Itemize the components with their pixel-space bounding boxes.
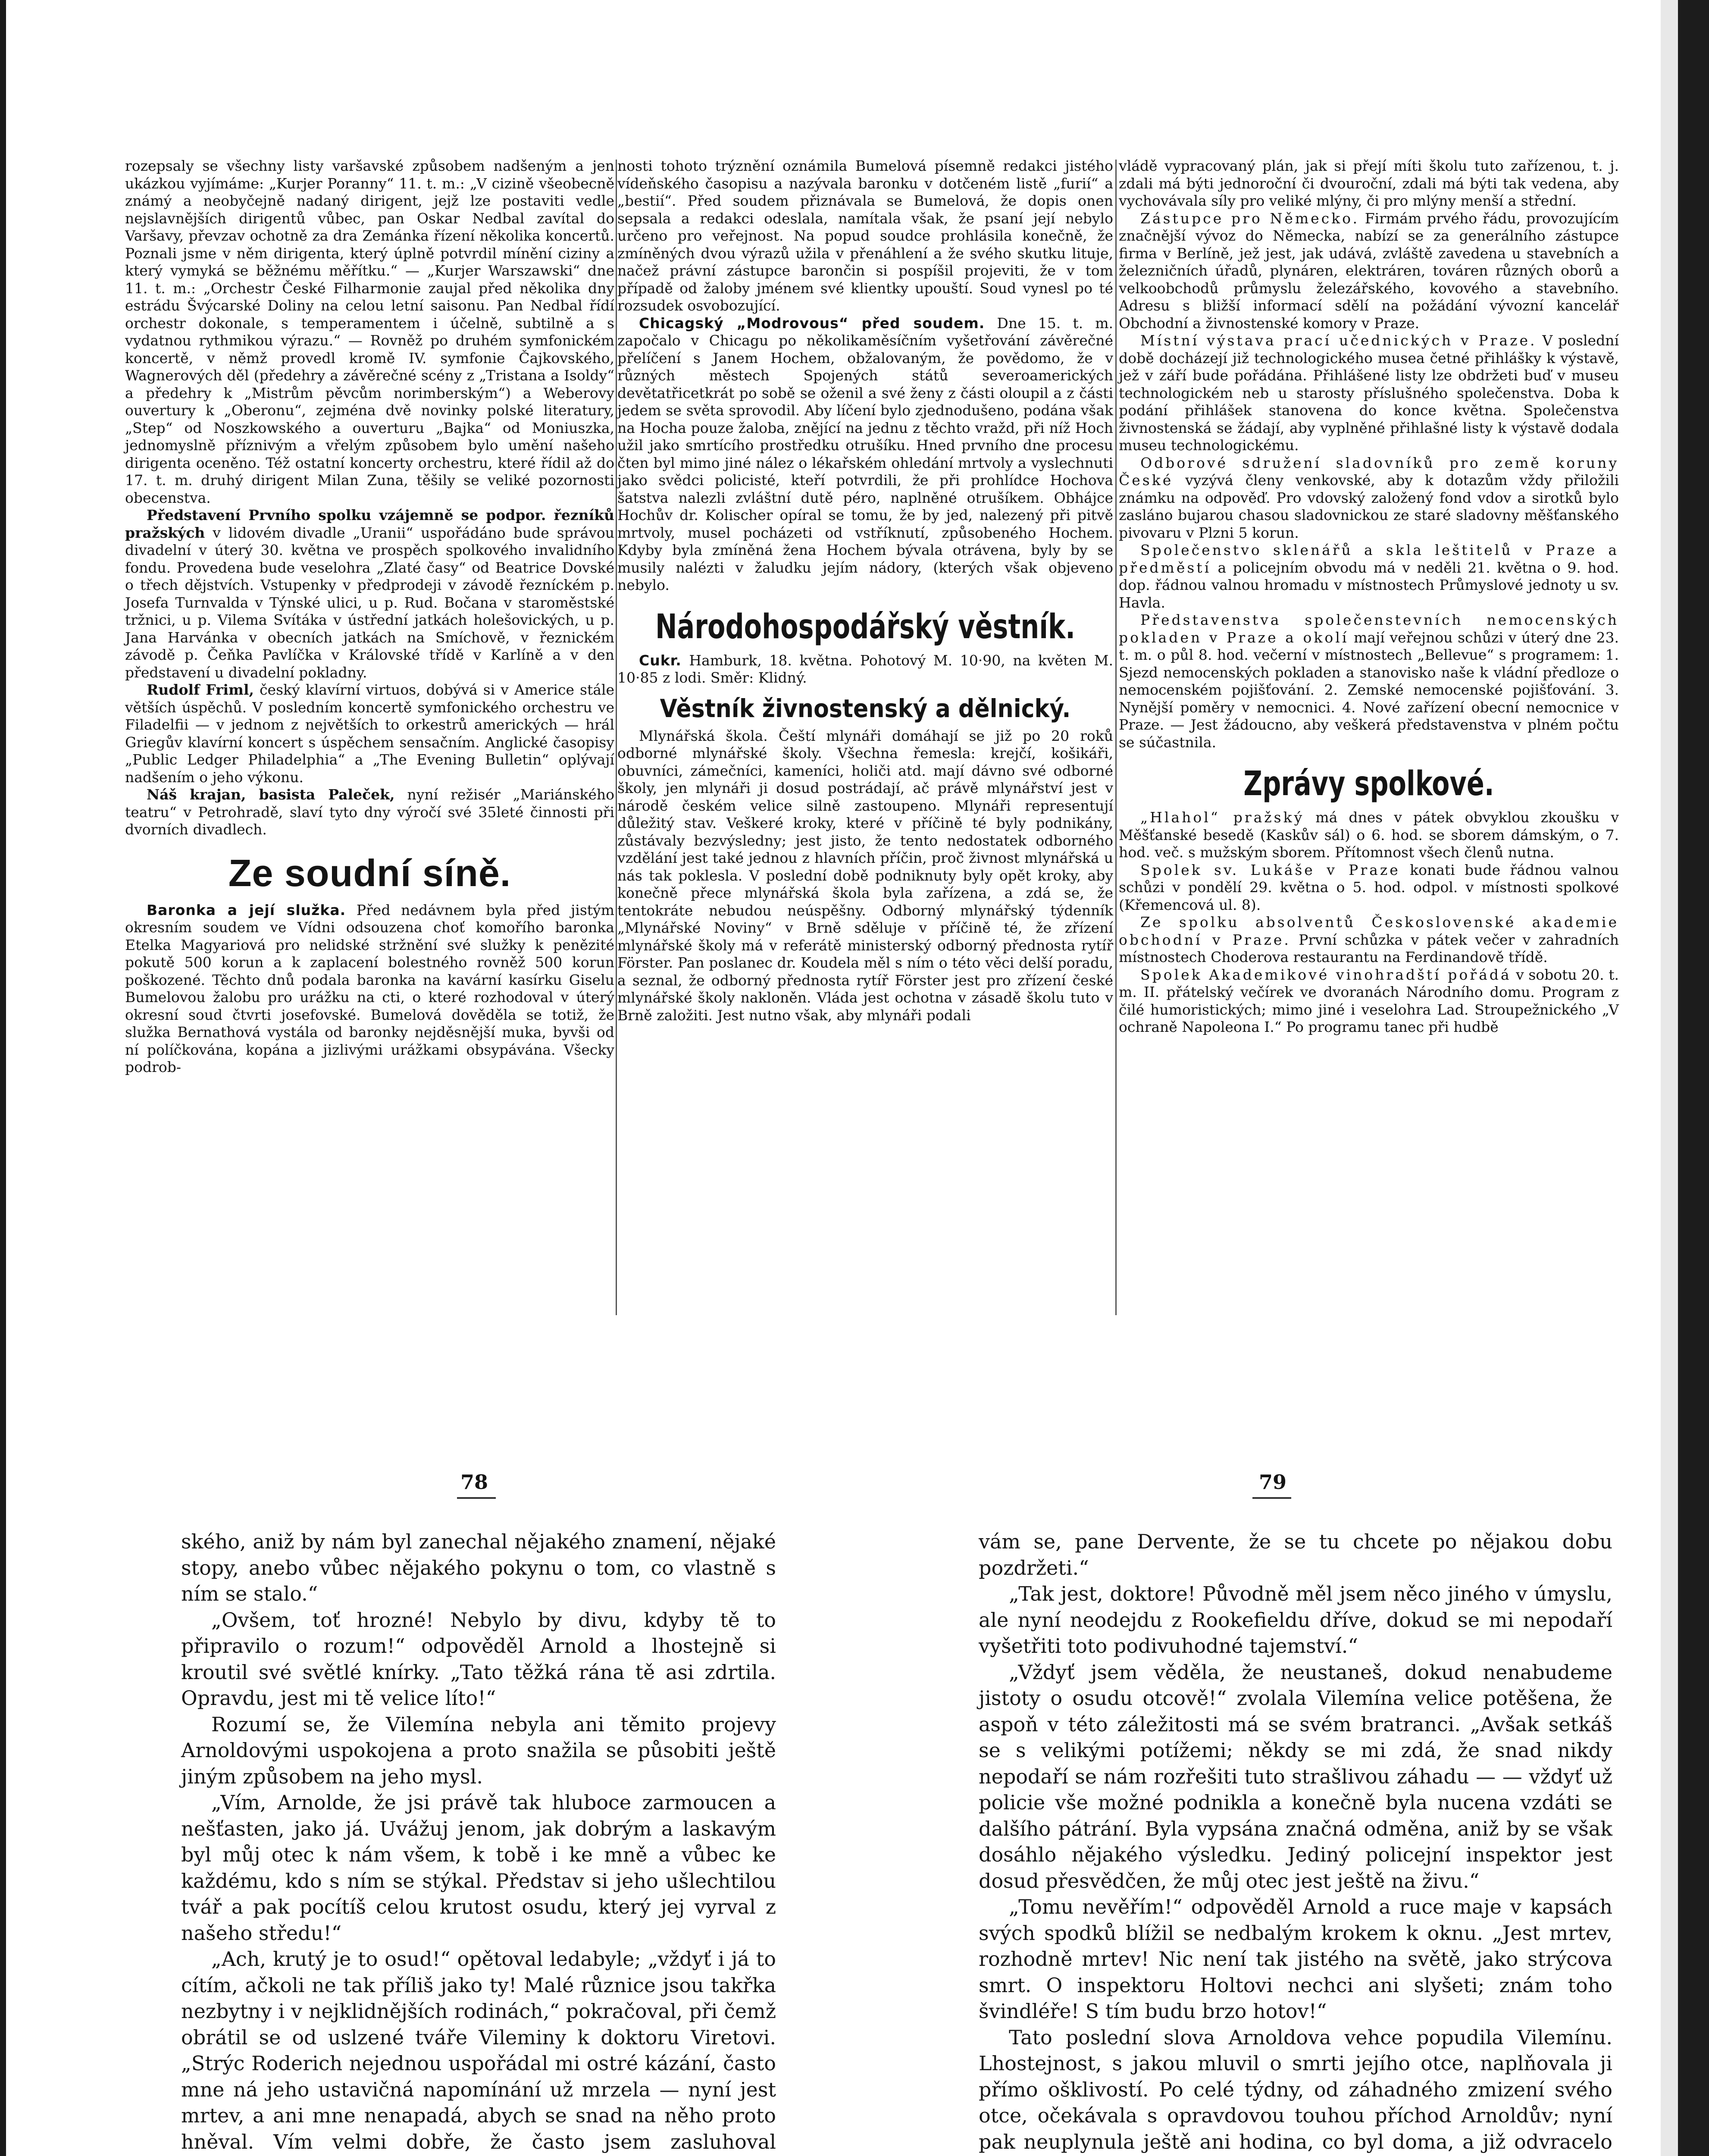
article-vinohrady-academics: Spolek Akademikové vinohradští pořádá v sobotu 20. t. m. II. přátelský večírek ve dvoranách Národního domu. Program z čilé humoristických; mimo jiné i veselohra Lad. Stroupežnického „V ochraně Napoleona I.“ Po programu tanec při hudbě [1119, 966, 1619, 1035]
article-warsaw-press: rozepsaly se všechny listy varšavské způsobem nadšeným a jen ukázkou vyjímáme: „Kurjer Poranny“ 11. t. m.: „V cizině všeobecně známý a neobyčejně nadaný dirigent, jejž lze postaviti vedle nejslavnějších dirigentů vůbec, pan Oskar Nedbal zavítal do Varšavy, převzav ochotně za dra Zemánka řízení několika koncertů. Poznali jsme v něm dirigenta, který úplně potvrdil mínění ciziny a který vymyká se běžnému měřítku.“ — „Kurjer Warszawski“ dne 11. t. m.: „Orchestr České Filharmonie zaujal před několika dny estrádu Švýcarské Doliny na celou letní saisonu. Pan Nedbal řídí orchestr dokonale, s temperamentem i účelně, subtilně a s vydatnou rythmikou výrazu.“ — Rovněž po druhém symfonickém koncertě, v němž provedl kromě IV. symfonie Čajkovského, Wagnerových děl (předehry a závěrečné scény z „Tristana a Isoldy“ a předehry k „Mistrům pěvcům norimberským“) a Weberovy ouvertury k „Oberonu“, zejména dvě novinky polské literatury, „Step“ od Noszkowského a ouverturu „Bajka“ od Moniuszka, jednomyslně příznivým a vřelým způsobem bylo umění našeho dirigenta oceněno. Též ostatní koncerty orchestru, které řídil až do 17. t. m. druhý dirigent Milan Zuna, těšily se veliké pozornosti obecenstva. [125, 157, 614, 506]
section-heading-trade: Věstník živnostenský a dělnický. [660, 693, 1071, 723]
column-3 [1119, 157, 1619, 1036]
article-maltsters-union: Odborové sdružení sladovníků pro země koruny České vyzývá členy venkovské, aby k dotazům vždy přiložili známku na odpověď. Pro vdovský založený fond vdov a sirotků bylo zasláno bujarou chasou sladovnickou ze staré sladovny měšťanského pivovaru v Plzni 5 korun. [1119, 454, 1619, 541]
article-academy-graduates: Ze spolku absolventů Československé akademie obchodní v Praze. První schůzka v pátek večer v zahradních místnostech Choderova restaurantu na Ferdinandově třídě. [1119, 914, 1619, 965]
column-1 [125, 157, 614, 1076]
page-number-right: 79 [1259, 1470, 1287, 1494]
novel-paragraph: ského, aniž by nám byl zanechal nějakého znamení, nějaké stopy, anebo vůbec nějakého pokynu o tom, co vlastně s ním se stalo.“ [181, 1530, 776, 1605]
section-heading-societies: Zprávy spolkové. [1243, 765, 1494, 803]
article-sick-funds: Představenstva společenstevních nemocenských pokladen v Praze a okolí mají veřejnou schůzi v úterý dne 23. t. m. o půl 8. hod. večerní v místnostech „Bellevue“ s programem: 1. Sjezd nemocenských pokladen a stanovisko naše k vládní předloze o nemocenském pojišťování. 2. Zemské nemocenské pojišťování. 3. Nynější poměry v nemocnici. 4. Nové zařízení obecní nemocnice v Praze. — Jest žádoucno, aby veškerá představenstva v plném počtu se súčastnila. [1119, 611, 1619, 751]
article-germany-agent: Zástupce pro Německo. Firmám prvého řádu, provozujícím značnější vývoz do Německa, nabízí se za generálního zástupce firma v Berlíně, jež jest, jak udává, zvláště zavedena u stavebních a železničních úřadů, plynáren, elektráren, továren různých oborů a velkoobchodů průmyslu železářského, kovového a stavebního. Adresu s bližší informací sdělí na požádání vývozní kancelář Obchodní a živnostenské komory v Praze. [1119, 210, 1619, 332]
novel-paragraph: vám se, pane Dervente, že se tu chcete po nějakou dobu pozdržeti.“ [979, 1530, 1612, 1579]
novel-paragraph: „Tak jest, doktore! Původně měl jsem něco jiného v úmyslu, ale nyní neodejdu z Rookefieldu dříve, dokud se mi nepodaří vyšetřiti toto podivuhodné tajemství.“ [979, 1582, 1612, 1658]
article-chicago-bluebeard: Chicagský „Modrovous“ před soudem. Dne 15. t. m. započalo v Chicagu po několikaměsíčním vyšetřování závěrečné přelíčení s Janem Hochem, obžalovaným, že povědomo, že v různých městech Spojených států severoamerických devětatřicetkrát po sobě se oženil a své ženy z části oloupil a z části jedem se světa sprovodil. Aby líčení bylo zjednodušeno, podána však na Hocha pouze žaloba, znějící na jednu z těchto vražd, při níž Hoch užil jako smrtícího prostředku otrušíku. Hned prvního dne procesu čten byl mimo jiné nález o lékařském ohledání mrtvoly a vyslechnuti jako svědci policisté, kteří potvrdili, že při prohlídce Hochova šatstva nalezli zvláštní dutě péro, naplněné otrušíkem. Obhájce Hochův dr. Kolischer opíral se tomu, že by jed, nalezený při pitvě mrtvoly, musel pocházeti od vstříknutí, způsobeného Hochem. Kdyby byla zmíněná žena Hochem bývala otrávena, byly by se musily nalézti v žaludku jejím nádory, (kterých však objeveno nebylo. [617, 314, 1113, 593]
article-baroness-continued: nosti tohoto trýznění oznámila Bumelová písemně redakci jistého vídeňského časopisu a nazývala baronku v dotčeném listě „furií“ a „bestií“. Před soudem přiznávala se Bumelová, že dopis onen sepsala a redakci odeslala, namítala však, že psaní její nebylo určeno pro veřejnost. Na popud soudce prohlásila konečně, že zmíněných dvou výrazů užila v přenáhlení a že svého skutku lituje, načež právní zástupce barončin si pospíšil projeviti, že v tom případě od žaloby jménem své klientky upouští. Soud vynesl po té rozsudek osvobozující. [617, 157, 1113, 314]
article-glaziers-guild: Společenstvo sklenářů a skla leštitelů v Praze a předměstí a policejním obvodu má v neděli 21. května o 9. hod. dop. řádnou valnou hromadu v místnostech Průmyslové jednoty u sv. Havla. [1119, 542, 1619, 611]
page-number-right-underline [1252, 1497, 1291, 1499]
article-butchers-performance: Představení Prvního spolku vzájemně se podpor. řezníků pražských v lidovém divadle „Uranii“ uspořádáno bude správou divadelní v úterý 30. května ve prospěch spolkového invalidního fondu. Provedena bude veselohra „Zlaté časy“ od Beatrice Dovské o třech dějstvích. Vstupenky v předprodeji v závodě řezníckém p. Josefa Turnvalda v Týnské ulici, u p. Rud. Bočana v staroměstské tržnici, u p. Vilema Svítáka v ústřední jatkách holešovických, u p. Jana Harvánka v obecních jatkách na Smíchově, v řeznickém závodě p. Čeňka Pavlíčka v Královské třídě v Karlíně a v den představení u divadelní pokladny. [125, 507, 614, 681]
page-number-left-underline [457, 1497, 496, 1499]
scan-edge-left [0, 0, 6, 2156]
page-number-left: 78 [460, 1470, 488, 1494]
article-baroness: Baronka a její služka. Před nedávnem byla před jistým okresním soudem ve Vídni odsouzena choť komořího baronka Etelka Magyariová pro nelidské stržnění své služky k penězité pokutě 500 korun a k zaplacení bolestného rovněž 500 korun poškozené. Těchto dnů podala baronka na kavární kasírku Giselu Bumelovou žalobu pro urážku na cti, o které rozhodoval v úterý okresní soud čtvrti josefovské. Bumelová dověděla se totiž, že služka Bernathová vystála od baronky nejděsnější muka, byvši od ní políčkována, kopána a jizlivými urážkami obsypávána. Všecky podrob- [125, 901, 614, 1075]
novel-paragraph: „Vím, Arnolde, že jsi právě tak hluboce zarmoucen a nešťasten, jako já. Uvážuj jenom, jak dobrým a laskavým byl můj otec k nám všem, k tobě i ke mně a vůbec ke každému, kdo s ním se stýkal. Představ si jeho ušlechtilou tvář a pak pocítíš celou krutost osudu, který jej vyrval z našeho středu!“ [181, 1791, 776, 1945]
article-millers-school: Mlynářská škola. Čeští mlynáři domáhají se již po 20 roků odborné mlynářské školy. Všechna řemesla: krejčí, košikáři, obuvníci, zámečníci, kameníci, holiči atd. mají dávno své odborné školy, jen mlynáři ji dosud postrádají, ač právě mlynářství jest v národě českém velice silně zastoupeno. Mlynáři representují důležitý stav. Veškeré kroky, které v příčině té byly podnikány, zůstávaly bezvýsledny; jest jisto, že tento nedostatek odborného vzdělání jest také jednou z hlavních příčin, proč živnost mlynářská u nás tak poklesla. V poslední době podniknuty byly opět kroky, aby konečně přece mlynářská škola byla zařízena, a zdá se, že tentokráte nebudou neúspěšny. Odborný mlynářský týdenník „Mlynářské Noviny“ v Brně sděluje v příčině té, že zřízení mlynářské školy má v referátě ministerský odborný přednosta rytíř Förster. Pan poslanec dr. Koudela měl s ním o této věci delší poradu, a seznal, že odborný přednosta rytíř Förster jest pro zřízení české mlynářské školy nakloněn. Vláda jest ochotna v zásadě školu tuto v Brně založiti. Jest nutno však, aby mlynáři podali [617, 727, 1113, 1024]
novel-paragraph: „Tomu nevěřím!“ odpověděl Arnold a ruce maje v kapsách svých spodků blížil se nedbalým krokem k oknu. „Jest mrtev, rozhodně mrtev! Nic není tak jistého na světě, jako strýcova smrt. O inspektoru Holtovi nechci ani slyšeti; znám toho švindléře! S tím budu brzo hotov!“ [979, 1895, 1612, 2023]
section-heading-economy: Národohospodářský věstník. [655, 607, 1076, 646]
column-rule-2 [1115, 160, 1117, 1315]
column-2 [617, 157, 1113, 1024]
article-apprentice-exhibition: Místní výstava prací učednických v Praze. V poslední době docházejí již technologického musea četné přihlášky k výstavě, jež v září bude pořádána. Přihlášené listy lze obdržeti buď v museu technologickém neb u starosty příslušného společenstva. Doba k podání přihlášek stanovena do konce května. Společenstva živnostenská se žádají, aby vyplněné přihlašné listy k výstavě dodala museu technologickému. [1119, 332, 1619, 454]
article-st-luke: Spolek sv. Lukáše v Praze konati bude řádnou valnou schůzi v pondělí 29. května o 5. hod. odpol. v místnosti spolkové (Křemencová ul. 8). [1119, 861, 1619, 913]
novel-paragraph: „Ach, krutý je to osud!“ opětoval ledabyle; „vždyť i já to cítím, ačkoli ne tak příliš jako ty! Malé různice jsou takřka nezbytny i v nejklidnějších rodinách,“ pokračoval, při čemž obrátil se od uslzené tváře Vileminy k doktoru Viretovi. „Strýc Roderich nejednou uspořádal mi ostré kázání, často mne ná jeho ustavičná napomínání už mrzela — nyní jest mrtev, a ani mne nenapadá, abych se snad na něho proto hněval. Vím velmi dobře, že často jsem zasluhoval [181, 1947, 776, 2153]
novel-paragraph: Rozumí se, že Vilemína nebyla ani těmito projevy Arnoldovými uspokojena a proto snažila se působiti ještě jiným způsobem na jeho mysl. [181, 1712, 776, 1788]
article-millers-school-continued: vládě vypracovaný plán, jak si přejí míti školu tuto zařízenou, t. j. zdali má býti jednoroční či dvouroční, zdali má býti tak vedena, aby vychovávala síly pro veliké mlýny, či pro mlýny menší a střední. [1119, 157, 1619, 209]
column-rule-1 [616, 160, 617, 1315]
scan-edge-right [1678, 0, 1709, 2156]
article-hlahol: „Hlahol“ pražský má dnes v pátek obvyklou zkoušku v Měšťanské besedě (Kaskův sál) o 6. hod. se sborem dámským, o 7. hod. več. s mužským sborem. Přítomnost všech členů nutna. [1119, 809, 1619, 861]
section-heading-court: Ze soudní síně. [228, 851, 511, 894]
article-rudolf-friml: Rudolf Friml, český klavírní virtuos, dobývá si v Americe stále větších úspěchů. V posledním koncertě symfonického orchestru ve Filadelfii — v jednom z největších to orkestrů amerických — hrál Griegův klavírní koncert s úspěchem sensačním. Anglické časopisy „Public Ledger Philadelphia“ a „The Evening Bulletin“ oplývají nadšením o jeho výkonu. [125, 681, 615, 786]
novel-paragraph: Tato poslední slova Arnoldova vehce popudila Vilemínu. Lhostejnost, s jakou mluvil o smrti jejího otce, naplňovala ji přímo ošklivostí. Po celé týdny, od záhadného zmizení svého otce, očekávala s opravdovou touhou příchod Arnoldův; nyní pak neuplynula ještě ani hodina, co byl doma, a již odvracelo [979, 2025, 1612, 2153]
novel-paragraph: „Vždyť jsem věděla, že neustaneš, dokud nenabudeme jistoty o osudu otcově!“ zvolala Vilemína velice potěšena, že aspoň v této záležitosti má se svém bratranci. „Avšak setkáš se s velikými potížemi; někdy se mi zdá, že snad nikdy nepodaří se nám rozřešiti tuto strašlivou záhadu — — vždyť už policie vše možné podnikla a konečně byla nucena vzdáti se dalšího pátrání. Byla vypsána značná odměna, aniž by se však dosáhlo nějakého výsledku. Jediný policejní inspektor jest dosud přesvědčen, že můj otec jest ještě na živu.“ [979, 1660, 1612, 1893]
novel-paragraph: „Ovšem, toť hrozné! Nebylo by divu, kdyby tě to připravilo o rozum!“ odpověděl Arnold a lhostejně si kroutil své světlé knírky. „Tato těžká rána tě asi zdrtila. Opravdu, jest mi tě velice líto!“ [181, 1608, 776, 1710]
novel-page-78 [181, 1529, 776, 2156]
article-sugar-market: Cukr. Hamburk, 18. května. Pohotový M. 10·90, na květen M. 10·85 z lodi. Směr: Klidný. [617, 652, 1113, 686]
scan-edge-right-gray [1661, 0, 1678, 2156]
novel-page-79 [979, 1529, 1612, 2156]
article-palecek: Náš krajan, basista Paleček, nyní režisér „Mariánského teatru“ v Petrohradě, slaví tyto dny výročí své 35leté činnosti při dvorních divadlech. [125, 786, 614, 838]
